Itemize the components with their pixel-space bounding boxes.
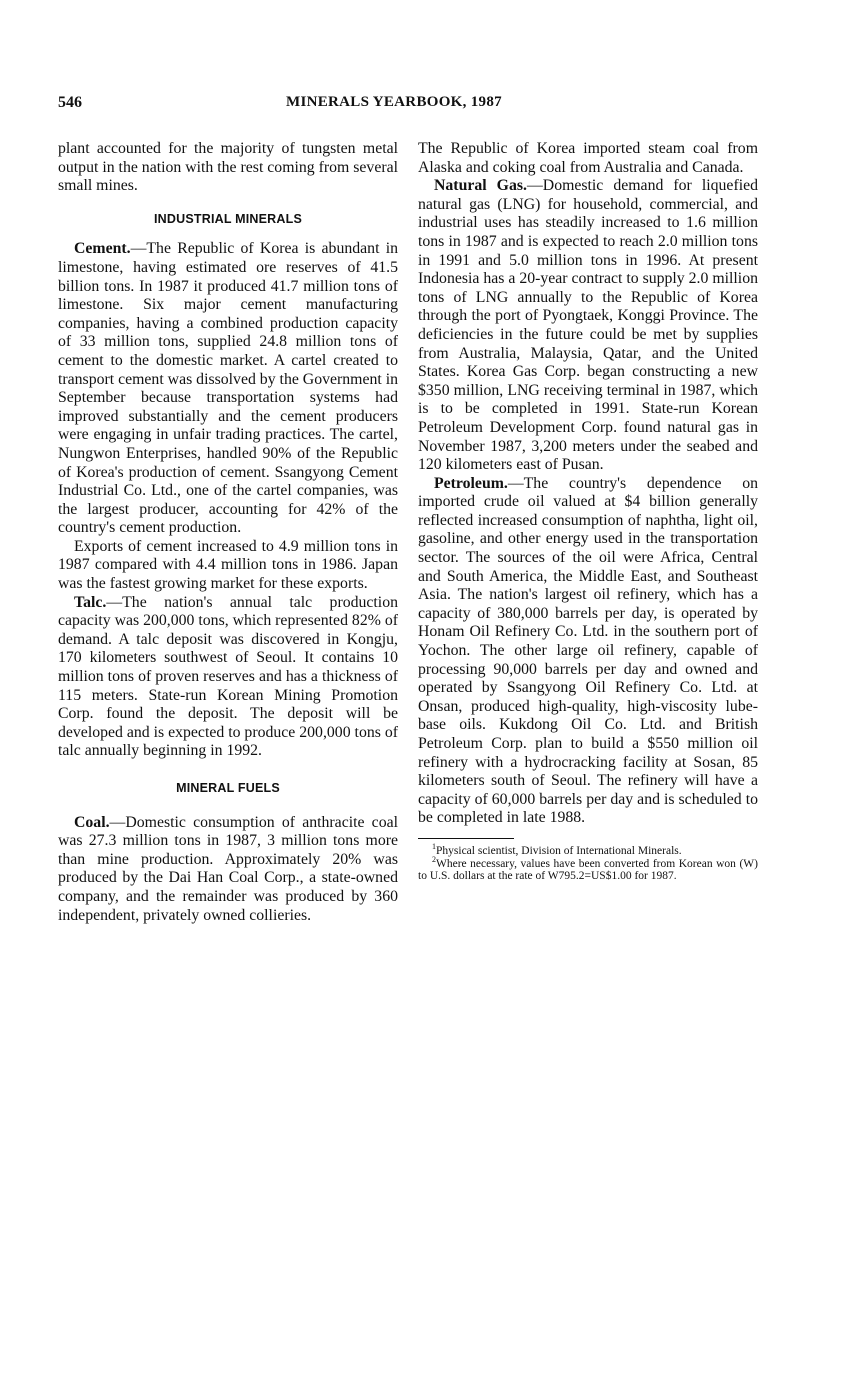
cement-exports-paragraph: Exports of cement increased to 4.9 million tons in 1987 compared with 4.4 million tons in 1986. Japan was the fastest growing market for these exports. bbox=[58, 537, 398, 593]
running-title: MINERALS YEARBOOK, 1987 bbox=[286, 94, 502, 110]
petroleum-runin-heading: Petroleum. bbox=[434, 474, 508, 492]
natural-gas-runin-heading: Natural Gas. bbox=[434, 177, 527, 195]
footnote-divider bbox=[418, 838, 514, 839]
natural-gas-paragraph bbox=[418, 177, 758, 475]
coal-runin-heading: Coal. bbox=[74, 813, 110, 831]
intro-paragraph: plant accounted for the majority of tungsten metal output in the nation with the rest coming from several small mines. bbox=[58, 140, 398, 195]
natural-gas-text: —Domestic demand for liquefied natural gas (LNG) for household, commercial, and industrial uses has steadily increased to 1.6 million tons in 1987 and is expected to reach 2.0 million tons in 1991 and 5.0 million tons in 1996. At present Indonesia has a 20-year contract to supply 2.0 million tons of LNG annually to the Republic of Korea through the port of Pyongtaek, Konggi Province. The deficiencies in the future could be met by supplies from Australia, Malaysia, Qatar, and the United States. Korea Gas Corp. began constructing a new $350 million, LNG receiving terminal in 1987, which is to be completed in 1991. State-run Korean Petroleum Development Corp. found natural gas in November 1987, 3,200 meters under the seabed and 120 kilometers east of Pusan. bbox=[418, 177, 758, 474]
industrial-minerals-heading: INDUSTRIAL MINERALS bbox=[153, 211, 302, 226]
footnote-1 bbox=[418, 842, 758, 858]
mineral-fuels-heading: MINERAL FUELS bbox=[176, 781, 280, 795]
talc-runin-heading: Talc. bbox=[74, 593, 107, 611]
footnote-2 bbox=[418, 854, 758, 883]
petroleum-paragraph bbox=[418, 475, 758, 828]
petroleum-text: —The country's dependence on imported crude oil valued at $4 billion generally reflected increased consumption of naphtha, light oil, gasoline, and other energy used in the transportation sector. The sources of the oil were Africa, Central and South America, the Middle East, and Southeast Asia. The nation's largest oil refinery, which has a capacity of 380,000 barrels per day, is operated by Honam Oil Refinery Co. Ltd. in the southern port of Yochon. The other large oil refinery, capable of processing 90,000 barrels per day and owned and operated by Ssangyong Oil Refinery Co. Ltd. at Onsan, produced high-quality, high-viscosity lube-base oils. Kukdong Oil Co. Ltd. and British Petroleum Corp. plan to build a $550 million oil refinery with a hydrocracking facility at Sosan, 85 kilometers south of Seoul. The refinery will have a capacity of 60,000 barrels per day and is scheduled to be completed in late 1988. bbox=[418, 474, 758, 827]
cement-text: —The Republic of Korea is abundant in limestone, having estimated ore reserves of 41.5 billion tons. In 1987 it produced 41.7 million tons of limestone. Six major cement manufacturing companies, having a combined production capacity of 33 million tons, supplied 24.8 million tons of cement to the domestic market. A cartel created to transport cement was dissolved by the Government in September because transportation systems had improved substantially and the cement producers were engaging in unfair trading practices. The cartel, Nungwon Enterprises, handled 90% of the Republic of Korea's production of cement. Ssangyong Cement Industrial Co. Ltd., one of the cartel companies, was the largest producer, accounting for 42% of the country's cement production. bbox=[58, 240, 398, 537]
talc-text: —The nation's annual talc production capacity was 200,000 tons, which represented 82% of demand. A talc deposit was discovered in Kongju, 170 kilometers southwest of Seoul. It contains 10 million tons of proven reserves and has a thickness of 115 meters. State-run Korean Mining Promotion Corp. found the deposit. The deposit will be developed and is expected to produce 200,000 tons of talc annually beginning in 1992. bbox=[58, 593, 398, 760]
right-column bbox=[418, 140, 758, 883]
left-column bbox=[58, 140, 398, 925]
footnotes bbox=[418, 842, 758, 883]
coal-continued-paragraph: The Republic of Korea imported steam coal from Alaska and coking coal from Australia and Canada. bbox=[418, 140, 758, 176]
page-number: 546 bbox=[58, 94, 82, 111]
footnote-1-text: Physical scientist, Division of International Minerals. bbox=[436, 844, 682, 857]
coal-text: —Domestic consumption of anthracite coal was 27.3 million tons in 1987, 3 million tons more than mine production. Approximately 20% was produced by the Dai Han Coal Corp., a state-owned company, and the remainder was produced by 360 independent, privately owned collieries. bbox=[58, 813, 398, 924]
footnote-1-mark: 1 bbox=[432, 842, 436, 852]
footnote-2-text: Where necessary, values have been converted from Korean won (W) to U.S. dollars at the rate of W795.2=US$1.00 for 1987. bbox=[418, 857, 758, 883]
cement-runin-heading: Cement. bbox=[74, 240, 131, 258]
cement-paragraph bbox=[58, 240, 398, 538]
talc-paragraph bbox=[58, 594, 398, 761]
footnote-2-mark: 2 bbox=[432, 854, 436, 864]
coal-paragraph bbox=[58, 814, 398, 926]
